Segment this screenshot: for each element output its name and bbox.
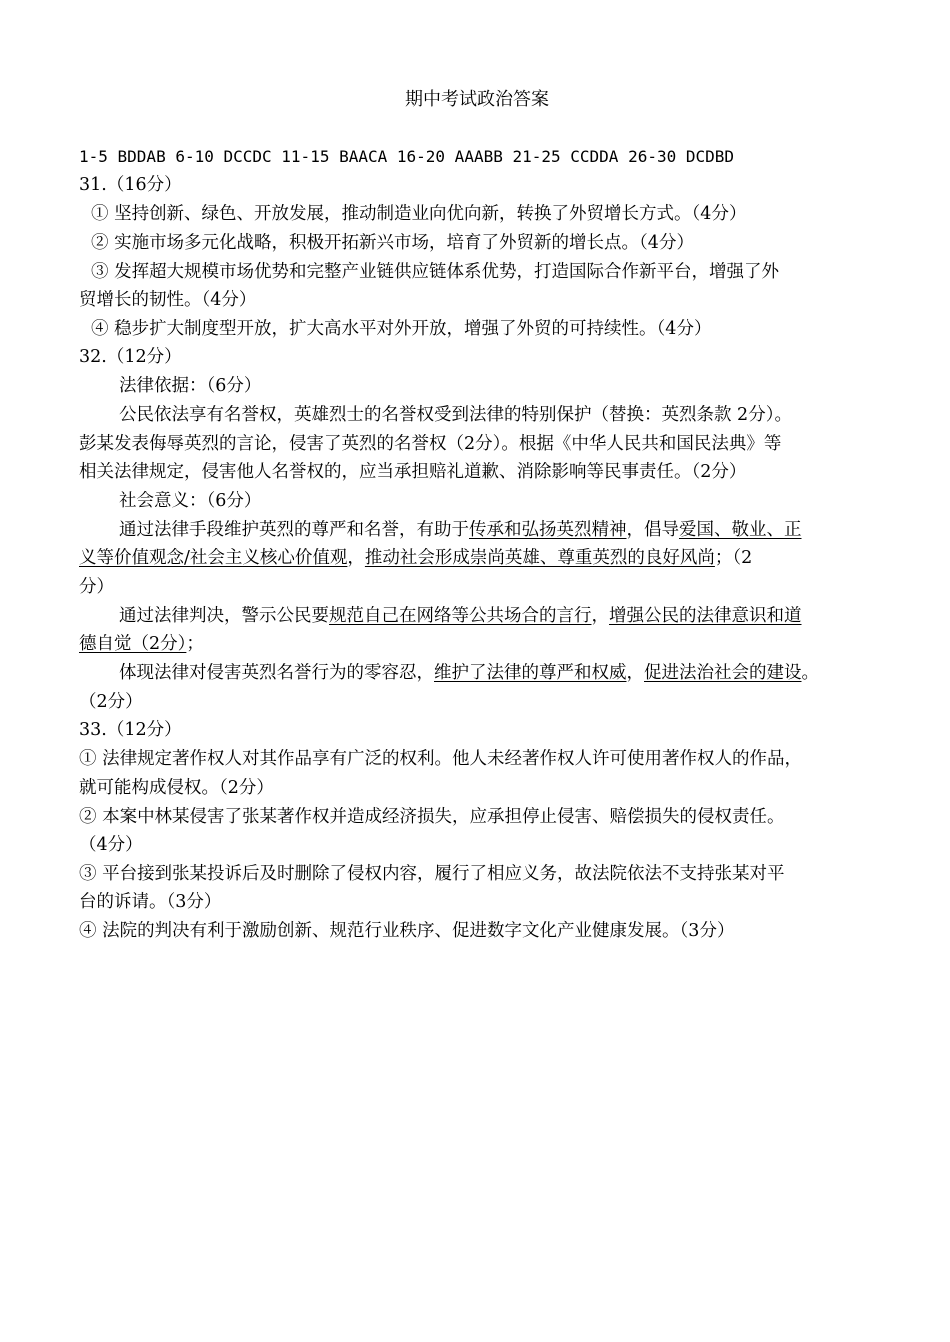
q33-point-2-line-1: ② 本案中林某侵害了张某著作权并造成经济损失，应承担停止侵害、赔偿损失的侵权责任。	[79, 807, 785, 827]
q32-social-point-1-line-1	[119, 518, 802, 542]
text-segment: ，	[626, 663, 644, 683]
text-segment: 通过法律手段维护英烈的尊严和名誉，有助于	[119, 520, 469, 540]
q32-social-point-1-line-3: 分）	[79, 577, 114, 597]
q31-point-3-line-2: 贸增长的韧性。（4分）	[79, 290, 257, 310]
q32-legal-line-2: 彭某发表侮辱英烈的言论，侵害了英烈的名誉权（2分）。根据《中华人民共和国民法典》等	[79, 434, 782, 454]
text-segment: 通过法律判决，警示公民要	[119, 606, 329, 626]
q32-social-point-2-line-1	[119, 604, 802, 628]
text-segment: ，	[591, 606, 609, 626]
q32-social-point-1-line-2	[79, 546, 752, 570]
q32-social-point-2-line-2	[79, 632, 204, 656]
key-phrase: 维护了法律的尊严和权威	[434, 663, 627, 683]
page-title: 期中考试政治答案	[405, 89, 549, 110]
q32-legal-line-1: 公民依法享有名誉权，英雄烈士的名誉权受到法律的特别保护（替换：英烈条款 2分）。	[119, 405, 792, 425]
q31-point-4: ④ 稳步扩大制度型开放，扩大高水平对外开放，增强了外贸的可持续性。（4分）	[91, 319, 712, 339]
q33-header: 33.（12分）	[79, 720, 182, 740]
q33-point-2-line-2: （4分）	[79, 835, 143, 855]
key-phrase: 德自觉（2分）	[79, 634, 187, 654]
key-phrase: 规范自己在网络等公共场合的言行	[329, 606, 592, 626]
text-segment: 。	[801, 663, 819, 683]
q33-point-3-line-1: ③ 平台接到张某投诉后及时删除了侵权内容，履行了相应义务，故法院依法不支持张某对平	[79, 864, 785, 884]
q33-point-3-line-2: 台的诉请。（3分）	[79, 892, 222, 912]
q32-social-point-3-line-2: （2分）	[79, 692, 143, 712]
text-segment: ；	[186, 634, 204, 654]
key-phrase: 促进法治社会的建设	[644, 663, 802, 683]
choice-answers: 1-5 BDDAB 6-10 DCCDC 11-15 BAACA 16-20 AAABB 21-25 CCDDA 26-30 DCDBD	[79, 147, 735, 166]
q32-legal-basis-label: 法律依据：（6分）	[119, 376, 262, 396]
key-phrase: 推动社会形成崇尚英雄、尊重英烈的良好风尚	[364, 548, 715, 568]
q31-point-3-line-1: ③ 发挥超大规模市场优势和完整产业链供应链体系优势，打造国际合作新平台，增强了外	[91, 262, 780, 282]
q31-header: 31.（16分）	[79, 175, 182, 195]
key-phrase: 传承和弘扬英烈精神	[469, 520, 627, 540]
q31-point-1: ① 坚持创新、绿色、开放发展，推动制造业向优向新，转换了外贸增长方式。（4分）	[91, 204, 747, 224]
key-phrase: 增强公民的法律意识和道	[609, 606, 802, 626]
text-segment: ；（2	[714, 548, 753, 568]
text-segment: ，	[347, 548, 365, 568]
q33-point-1-line-1: ① 法律规定著作权人对其作品享有广泛的权利。他人未经著作权人许可使用著作权人的作品，	[79, 749, 803, 769]
text-segment: ，倡导	[626, 520, 679, 540]
q32-legal-line-3: 相关法律规定，侵害他人名誉权的，应当承担赔礼道歉、消除影响等民事责任。（2分）	[79, 462, 747, 482]
key-phrase: 义等价值观念/社会主义核心价值观	[79, 548, 348, 568]
q33-point-1-line-2: 就可能构成侵权。（2分）	[79, 778, 274, 798]
text-segment: 体现法律对侵害英烈名誉行为的零容忍，	[119, 663, 434, 683]
q32-social-point-3-line-1	[119, 661, 819, 685]
q32-social-label: 社会意义：（6分）	[119, 491, 262, 511]
q32-header: 32.（12分）	[79, 347, 182, 367]
q33-point-4: ④ 法院的判决有利于激励创新、规范行业秩序、促进数字文化产业健康发展。（3分）	[79, 921, 735, 941]
key-phrase: 爱国、敬业、正	[679, 520, 802, 540]
q31-point-2: ② 实施市场多元化战略，积极开拓新兴市场，培育了外贸新的增长点。（4分）	[91, 233, 694, 253]
